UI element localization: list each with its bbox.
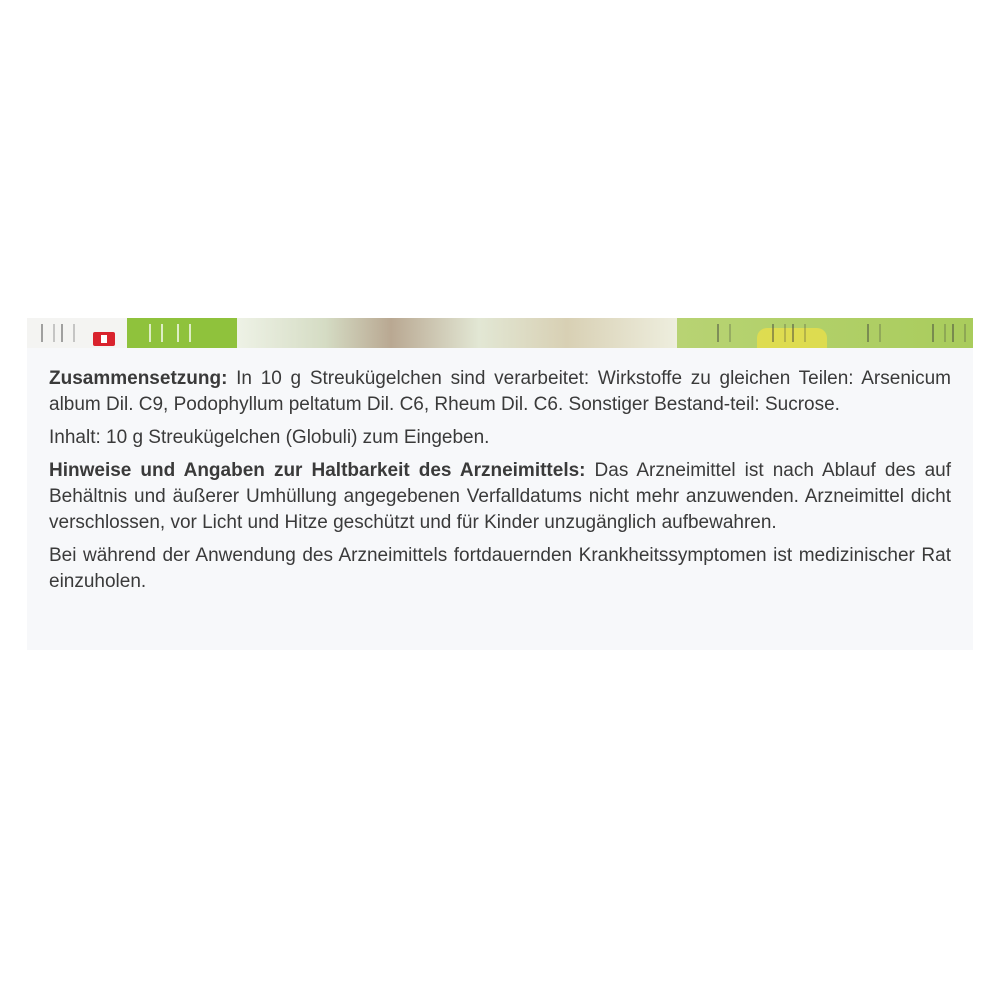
strip-green-label [127,318,237,348]
strip-text-lines [177,324,191,342]
strip-text-lines [792,324,806,342]
strip-text-lines [952,324,966,342]
strip-text-lines [932,324,946,342]
strip-plant-photo [237,318,677,348]
composition-text: In 10 g Streukügelchen sind verarbeitet: Wirkstoffe zu gleichen Teilen: Arsenicum album Dil. C9, Podophyllum peltatum Dil. C6, Rheum Dil. C6. Sonstiger Bestand-teil: Sucrose. [49,368,951,415]
storage-paragraph [49,458,951,536]
composition-paragraph [49,366,951,418]
advice-paragraph: Bei während der Anwendung des Arzneimittels fortdauernden Krankheitssymptomen ist medizinischer Rat einzuholen. [49,545,951,592]
storage-text: Das Arzneimittel ist nach Ablauf des auf Behältnis und äußerer Umhüllung angegebenen Verfalldatums nicht mehr anzuwenden. Arzneimittel dicht verschlossen, vor Licht und Hitze geschützt und für Kinder unzugänglich aufbewahren. [49,460,951,533]
content-paragraph: Inhalt: 10 g Streukügelchen (Globuli) zum Eingeben. [49,427,490,448]
package-side-panel [27,348,973,650]
package-front-strip [27,318,973,348]
strip-white-area [27,318,127,348]
strip-text-lines [867,324,881,342]
storage-label: Hinweise und Angaben zur Haltbarkeit des Arzneimittels: [49,460,586,481]
strip-text-lines [149,324,163,342]
composition-label: Zusammensetzung: [49,368,228,389]
strip-text-lines [41,324,55,342]
strip-text-lines [772,324,786,342]
strip-text-lines [61,324,75,342]
brand-logo-mark [93,332,115,346]
strip-text-lines [717,324,731,342]
